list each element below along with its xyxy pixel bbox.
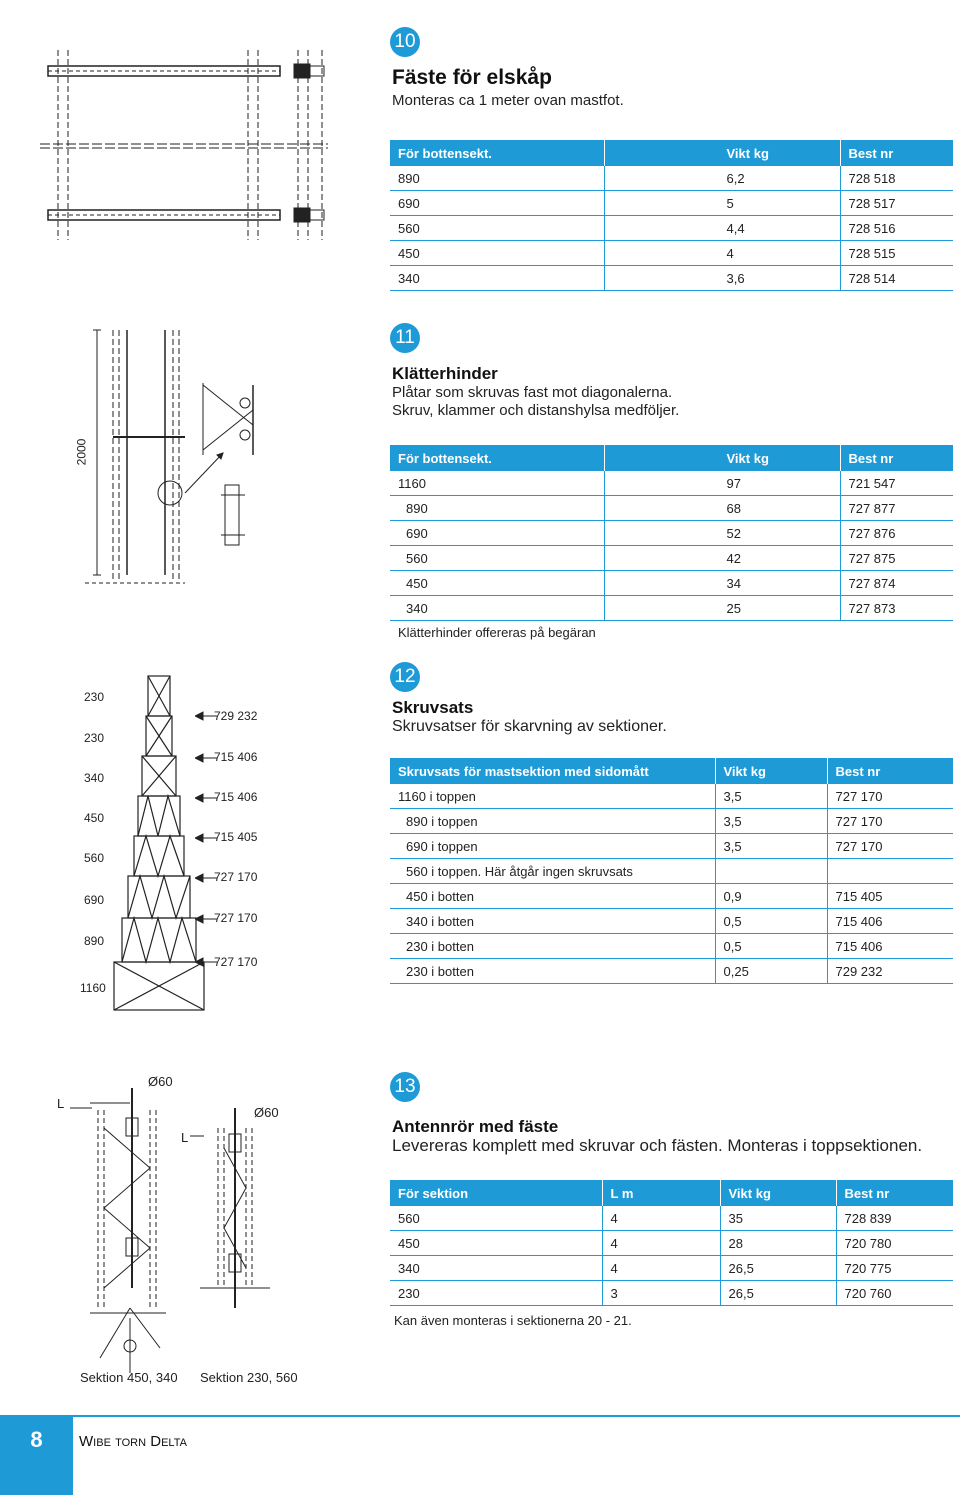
table-row bbox=[390, 496, 953, 521]
section-13-badge: 13 bbox=[390, 1072, 420, 1102]
table-row bbox=[390, 834, 953, 859]
table-row bbox=[390, 959, 953, 984]
table-cell: 560 bbox=[390, 1206, 602, 1231]
table-row bbox=[390, 191, 953, 216]
table-cell: 4,4 bbox=[604, 216, 840, 241]
table-row bbox=[390, 784, 953, 809]
table-cell: 728 518 bbox=[840, 166, 953, 191]
section-11-title: Klätterhinder bbox=[392, 364, 498, 383]
table-cell: 727 170 bbox=[827, 784, 953, 809]
diameter-label-1: Ø60 bbox=[148, 1074, 173, 1089]
table-cell: 560 bbox=[390, 546, 604, 571]
table-cell: 727 170 bbox=[827, 834, 953, 859]
table-cell: 890 bbox=[390, 166, 604, 191]
table-cell: 4 bbox=[602, 1206, 720, 1231]
table-cell: 35 bbox=[720, 1206, 836, 1231]
section-11-note: Klätterhinder offereras på begäran bbox=[398, 625, 596, 640]
part-number-label: 727 170 bbox=[214, 870, 258, 884]
table-cell: 727 877 bbox=[840, 496, 953, 521]
section-13-description: Levereras komplett med skruvar och fästen. Monteras i toppsektionen. bbox=[392, 1136, 923, 1155]
table-cell: 25 bbox=[604, 596, 840, 621]
section-13-note: Kan även monteras i sektionerna 20 - 21. bbox=[394, 1313, 632, 1328]
section-12-title: Skruvsats bbox=[392, 698, 474, 717]
table-header: Vikt kg bbox=[720, 1180, 836, 1206]
section-13-title: Antennrör med fäste bbox=[392, 1117, 559, 1136]
table-header: Best nr bbox=[836, 1180, 953, 1206]
table-header: Best nr bbox=[840, 445, 953, 471]
drawing-caption-2: Sektion 230, 560 bbox=[200, 1370, 298, 1385]
antenna-mast-drawing bbox=[70, 1088, 300, 1373]
table-header: För sektion bbox=[390, 1180, 602, 1206]
section-size-label: 230 bbox=[84, 731, 105, 745]
length-label-l2: L bbox=[181, 1130, 189, 1145]
table-header: L m bbox=[602, 1180, 720, 1206]
table-cell: 52 bbox=[604, 521, 840, 546]
table-cell: 720 775 bbox=[836, 1256, 953, 1281]
table-cell: 450 bbox=[390, 1231, 602, 1256]
footer-brand bbox=[79, 1433, 187, 1450]
table-cell: 0,5 bbox=[715, 934, 827, 959]
table-cell: 97 bbox=[604, 471, 840, 496]
table-cell: 26,5 bbox=[720, 1281, 836, 1306]
table-cell: 729 232 bbox=[827, 959, 953, 984]
electrical-cabinet-bracket-drawing bbox=[40, 40, 330, 240]
table-row bbox=[390, 216, 953, 241]
table-cell: 3 bbox=[602, 1281, 720, 1306]
section-size-label: 560 bbox=[84, 851, 105, 865]
table-cell: 720 780 bbox=[836, 1231, 953, 1256]
section-11-description-line-2: Skruv, klammer och distanshylsa medföljer. bbox=[392, 402, 680, 419]
table-cell: 3,5 bbox=[715, 834, 827, 859]
part-number-label: 729 232 bbox=[214, 709, 258, 723]
table-row bbox=[390, 546, 953, 571]
table-cell: 727 873 bbox=[840, 596, 953, 621]
table-cell: 727 876 bbox=[840, 521, 953, 546]
table-header: Best nr bbox=[840, 140, 953, 166]
section-13-table bbox=[390, 1180, 953, 1306]
section-size-label: 690 bbox=[84, 893, 105, 907]
height-dimension-label: 2000 bbox=[74, 438, 89, 466]
table-header: Vikt kg bbox=[604, 140, 840, 166]
table-cell: 4 bbox=[604, 241, 840, 266]
table-cell: 3,5 bbox=[715, 809, 827, 834]
table-row bbox=[390, 521, 953, 546]
table-cell: 42 bbox=[604, 546, 840, 571]
section-11-table bbox=[390, 445, 953, 621]
table-row bbox=[390, 266, 953, 291]
section-11-badge: 11 bbox=[390, 323, 420, 353]
table-cell: 28 bbox=[720, 1231, 836, 1256]
section-size-label: 340 bbox=[84, 771, 105, 785]
table-cell: 340 bbox=[390, 266, 604, 291]
table-cell: 728 516 bbox=[840, 216, 953, 241]
table-cell: 560 bbox=[390, 216, 604, 241]
table-row bbox=[390, 166, 953, 191]
table-row bbox=[390, 241, 953, 266]
table-cell: 450 i botten bbox=[390, 884, 715, 909]
section-11-description-line-1: Plåtar som skruvas fast mot diagonalerna. bbox=[392, 384, 673, 401]
table-row bbox=[390, 596, 953, 621]
footer-divider bbox=[73, 1415, 960, 1417]
table-cell: 0,25 bbox=[715, 959, 827, 984]
table-cell: 727 874 bbox=[840, 571, 953, 596]
table-header: Skruvsats för mastsektion med sidomått bbox=[390, 758, 715, 784]
table-cell: 340 bbox=[390, 596, 604, 621]
brand-part: W bbox=[79, 1433, 94, 1450]
table-header: Best nr bbox=[827, 758, 953, 784]
part-number-label: 727 170 bbox=[214, 911, 258, 925]
table-row bbox=[390, 859, 953, 884]
table-row bbox=[390, 884, 953, 909]
table-row bbox=[390, 571, 953, 596]
part-number-label: 727 170 bbox=[214, 955, 258, 969]
brand-part: ibe bbox=[93, 1433, 111, 1450]
table-cell: 0,5 bbox=[715, 909, 827, 934]
brand-part: D bbox=[150, 1433, 162, 1450]
table-cell: 230 i botten bbox=[390, 959, 715, 984]
table-cell: 5 bbox=[604, 191, 840, 216]
part-number-label: 715 406 bbox=[214, 790, 258, 804]
table-cell bbox=[715, 859, 827, 884]
table-row bbox=[390, 809, 953, 834]
diameter-label-2: Ø60 bbox=[254, 1105, 279, 1120]
section-12-description: Skruvsatser för skarvning av sektioner. bbox=[392, 718, 667, 735]
table-cell: 1160 i toppen bbox=[390, 784, 715, 809]
brand-part: elta bbox=[161, 1433, 187, 1450]
table-cell: 727 170 bbox=[827, 809, 953, 834]
table-header: För bottensekt. bbox=[390, 445, 604, 471]
table-row bbox=[390, 1281, 953, 1306]
table-cell: 690 bbox=[390, 521, 604, 546]
section-12-badge: 12 bbox=[390, 662, 420, 692]
table-cell: 3,6 bbox=[604, 266, 840, 291]
table-cell bbox=[827, 859, 953, 884]
table-row bbox=[390, 934, 953, 959]
section-size-label: 230 bbox=[84, 690, 105, 704]
table-row bbox=[390, 1206, 953, 1231]
table-row bbox=[390, 471, 953, 496]
table-cell: 26,5 bbox=[720, 1256, 836, 1281]
table-header: Vikt kg bbox=[715, 758, 827, 784]
section-10-badge: 10 bbox=[390, 27, 420, 57]
table-cell: 727 875 bbox=[840, 546, 953, 571]
page-number: 8 bbox=[0, 1415, 73, 1495]
table-cell: 690 bbox=[390, 191, 604, 216]
table-cell: 450 bbox=[390, 571, 604, 596]
table-cell: 715 406 bbox=[827, 934, 953, 959]
table-cell: 715 405 bbox=[827, 884, 953, 909]
table-cell: 728 515 bbox=[840, 241, 953, 266]
table-cell: 728 514 bbox=[840, 266, 953, 291]
table-cell: 230 i botten bbox=[390, 934, 715, 959]
table-cell: 340 i botten bbox=[390, 909, 715, 934]
table-cell: 6,2 bbox=[604, 166, 840, 191]
table-cell: 890 i toppen bbox=[390, 809, 715, 834]
section-10-table bbox=[390, 140, 953, 291]
table-cell: 68 bbox=[604, 496, 840, 521]
table-cell: 890 bbox=[390, 496, 604, 521]
table-cell: 720 760 bbox=[836, 1281, 953, 1306]
section-10-title: Fäste för elskåp bbox=[392, 66, 552, 89]
table-cell: 230 bbox=[390, 1281, 602, 1306]
table-row bbox=[390, 1256, 953, 1281]
table-header: För bottensekt. bbox=[390, 140, 604, 166]
table-cell: 4 bbox=[602, 1256, 720, 1281]
table-cell: 450 bbox=[390, 241, 604, 266]
table-cell: 34 bbox=[604, 571, 840, 596]
table-cell: 721 547 bbox=[840, 471, 953, 496]
table-cell: 3,5 bbox=[715, 784, 827, 809]
length-label-l1: L bbox=[57, 1096, 65, 1111]
table-cell: 1160 bbox=[390, 471, 604, 496]
table-cell: 728 517 bbox=[840, 191, 953, 216]
section-12-table bbox=[390, 758, 953, 984]
table-cell: 340 bbox=[390, 1256, 602, 1281]
table-header: Vikt kg bbox=[604, 445, 840, 471]
section-size-label: 450 bbox=[84, 811, 105, 825]
part-number-label: 715 406 bbox=[214, 750, 258, 764]
drawing-caption-1: Sektion 450, 340 bbox=[80, 1370, 178, 1385]
section-10-description: Monteras ca 1 meter ovan mastfot. bbox=[392, 92, 624, 109]
table-cell: 715 406 bbox=[827, 909, 953, 934]
table-row bbox=[390, 909, 953, 934]
table-cell: 690 i toppen bbox=[390, 834, 715, 859]
table-cell: 728 839 bbox=[836, 1206, 953, 1231]
brand-part: torn bbox=[115, 1433, 147, 1450]
table-cell: 0,9 bbox=[715, 884, 827, 909]
section-size-label: 1160 bbox=[80, 981, 106, 995]
climbing-barrier-drawing bbox=[85, 325, 275, 590]
table-cell: 4 bbox=[602, 1231, 720, 1256]
table-row bbox=[390, 1231, 953, 1256]
part-number-label: 715 405 bbox=[214, 830, 258, 844]
section-size-label: 890 bbox=[84, 934, 105, 948]
table-cell: 560 i toppen. Här åtgår ingen skruvsats bbox=[390, 859, 715, 884]
